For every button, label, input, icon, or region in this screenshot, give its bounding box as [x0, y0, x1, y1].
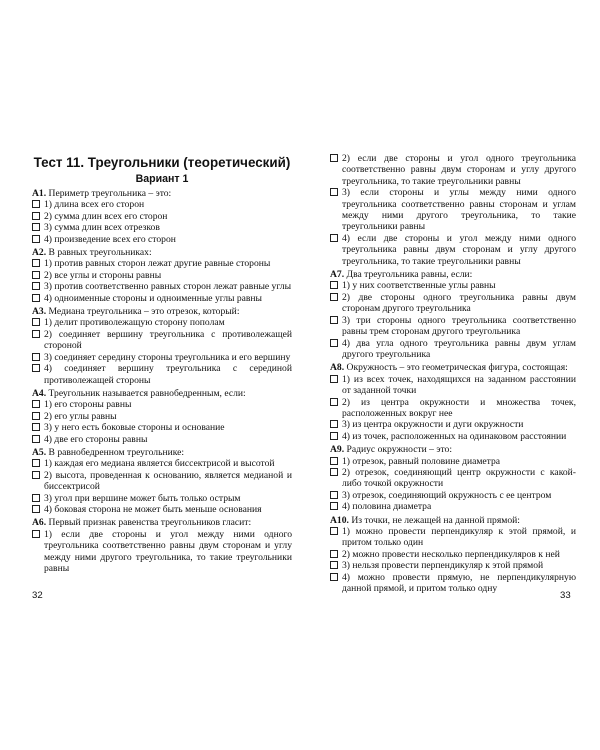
- checkbox[interactable]: [32, 330, 40, 338]
- checkbox[interactable]: [32, 294, 40, 302]
- option-text: 4) боковая сторона не может быть меньше основания: [44, 503, 262, 515]
- answer-option[interactable]: [330, 431, 576, 442]
- question-prompt: Первый признак равенства треугольников гласит:: [48, 517, 252, 529]
- question-1: [32, 188, 292, 245]
- answer-option[interactable]: [330, 338, 576, 361]
- checkbox[interactable]: [330, 491, 338, 499]
- right-column: [330, 153, 576, 596]
- question-text: [32, 388, 292, 399]
- checkbox[interactable]: [32, 282, 40, 290]
- answer-option[interactable]: [330, 526, 576, 549]
- option-text: 1) против равных сторон лежат другие равные стороны: [44, 258, 271, 270]
- option-text: 2) две стороны одного треугольника равны двум сторонам другого треугольника: [342, 291, 576, 315]
- option-text: 4) половина диаметра: [342, 501, 432, 513]
- checkbox[interactable]: [330, 375, 338, 383]
- checkbox[interactable]: [32, 530, 40, 538]
- answer-option[interactable]: [32, 352, 292, 363]
- checkbox[interactable]: [32, 459, 40, 467]
- checkbox[interactable]: [330, 281, 338, 289]
- answer-option[interactable]: [32, 504, 292, 515]
- answer-option[interactable]: [32, 363, 292, 386]
- checkbox[interactable]: [32, 271, 40, 279]
- answer-option[interactable]: [32, 281, 292, 292]
- option-text: 1) если две стороны и угол между ними одного треугольника соответственно равны двум сторонам и углу между ними другого треугольника, то такие треугольники равны: [44, 528, 292, 574]
- option-text: 1) можно провести перпендикуляр к этой прямой, и притом только один: [342, 526, 576, 549]
- answer-option[interactable]: [330, 456, 576, 467]
- question-4: [32, 388, 292, 445]
- page-number-left: 32: [32, 590, 43, 601]
- question-text: [32, 517, 292, 528]
- question-6-continued: [330, 153, 576, 267]
- checkbox[interactable]: [330, 188, 338, 196]
- option-text: 3) три стороны одного треугольника соответственно равны трем сторонам другого треугольника: [342, 314, 576, 338]
- question-7: [330, 269, 576, 360]
- option-text: 2) можно провести несколько перпендикуляров к ней: [342, 548, 560, 560]
- question-number: А3.: [32, 306, 47, 318]
- option-text: 3) соединяет середину стороны треугольника и его вершину: [44, 351, 291, 363]
- question-number: А6.: [32, 517, 47, 529]
- checkbox[interactable]: [330, 339, 338, 347]
- question-prompt: Радиус окружности – это:: [346, 444, 453, 456]
- answer-option[interactable]: [330, 397, 576, 420]
- question-number: А4.: [32, 387, 47, 399]
- checkbox[interactable]: [32, 400, 40, 408]
- checkbox[interactable]: [32, 364, 40, 372]
- question-number: А8.: [330, 362, 345, 374]
- option-text: 2) если две стороны и угол одного треугольника соответственно равны двум сторонам и углу другого треугольника, то такие треугольники равны: [342, 153, 576, 187]
- checkbox[interactable]: [32, 318, 40, 326]
- option-text: 3) против соответственно равных сторон лежат равные углы: [44, 281, 292, 293]
- checkbox[interactable]: [330, 573, 338, 581]
- answer-option[interactable]: [330, 572, 576, 595]
- answer-option[interactable]: [32, 258, 292, 269]
- question-prompt: Окружность – это геометрическая фигура, состоящая:: [346, 362, 568, 374]
- answer-option[interactable]: [32, 317, 292, 328]
- option-text: 3) из центра окружности и дуги окружности: [342, 419, 524, 431]
- question-number: А1.: [32, 188, 47, 199]
- answer-option[interactable]: [32, 458, 292, 469]
- option-text: 2) сумма длин всех его сторон: [44, 210, 168, 222]
- answer-option[interactable]: [32, 470, 292, 493]
- answer-option[interactable]: [32, 234, 292, 245]
- question-2: [32, 247, 292, 304]
- question-number: А7.: [330, 269, 345, 281]
- question-9: [330, 444, 576, 512]
- checkbox[interactable]: [330, 398, 338, 406]
- checkbox[interactable]: [330, 293, 338, 301]
- option-text: 1) длина всех его сторон: [44, 199, 145, 211]
- option-text: 4) если две стороны и угол между ними одного треугольника равны двум сторонам и углу другого треугольника, то такие треугольники равны: [342, 232, 576, 267]
- left-column: [32, 188, 292, 576]
- checkbox[interactable]: [32, 353, 40, 361]
- question-prompt: В равных треугольниках:: [48, 247, 152, 259]
- answer-option[interactable]: [330, 501, 576, 512]
- question-3: [32, 306, 292, 386]
- question-text: [330, 269, 576, 280]
- answer-option[interactable]: [330, 560, 576, 571]
- checkbox[interactable]: [330, 468, 338, 476]
- answer-option[interactable]: [32, 211, 292, 222]
- option-text: 1) у них соответственные углы равны: [342, 280, 496, 292]
- option-text: 1) делит противолежащую сторону пополам: [44, 317, 225, 329]
- option-text: 4) одноименные стороны и одноименные углы равны: [44, 292, 262, 304]
- option-text: 4) из точек, расположенных на одинаковом расстоянии: [342, 430, 567, 442]
- option-text: 2) его углы равны: [44, 410, 117, 422]
- question-prompt: Медиана треугольника – это отрезок, который:: [48, 306, 240, 318]
- question-number: А2.: [32, 247, 47, 259]
- checkbox[interactable]: [330, 154, 338, 162]
- answer-option[interactable]: [32, 529, 292, 575]
- checkbox[interactable]: [330, 527, 338, 535]
- option-text: 2) соединяет вершину треугольника с противолежащей стороной: [44, 328, 292, 352]
- question-10: [330, 515, 576, 595]
- question-number: А10.: [330, 514, 349, 526]
- answer-option[interactable]: [330, 153, 576, 187]
- test-title: Тест 11. Треугольники (теоретический): [33, 155, 291, 170]
- checkbox[interactable]: [32, 259, 40, 267]
- answer-option[interactable]: [32, 411, 292, 422]
- checkbox[interactable]: [32, 505, 40, 513]
- checkbox[interactable]: [32, 494, 40, 502]
- checkbox[interactable]: [32, 412, 40, 420]
- question-text: [32, 247, 292, 258]
- option-text: 3) нельзя провести перпендикуляр к этой прямой: [342, 560, 544, 572]
- option-text: 3) сумма длин всех отрезков: [44, 222, 160, 234]
- option-text: 1) его стороны равны: [44, 399, 132, 411]
- option-text: 4) два угла одного треугольника равны двум углам другого треугольника: [342, 337, 576, 360]
- answer-option[interactable]: [330, 374, 576, 397]
- option-text: 3) если стороны и углы между ними одного треугольника соответственно равны сторонам и углам между ними другого треугольника, то такие треугольники равны: [342, 187, 576, 233]
- answer-option[interactable]: [330, 549, 576, 560]
- answer-option[interactable]: [32, 434, 292, 445]
- question-number: А5.: [32, 446, 47, 458]
- option-text: 3) угол при вершине может быть только острым: [44, 492, 241, 504]
- answer-option[interactable]: [330, 467, 576, 490]
- variant-label: Вариант 1: [135, 173, 189, 185]
- question-8: [330, 362, 576, 442]
- answer-option[interactable]: [330, 292, 576, 315]
- option-text: 2) из центра окружности и множества точек, расположенных вокруг нее: [342, 396, 576, 419]
- answer-option[interactable]: [32, 270, 292, 281]
- checkbox[interactable]: [330, 234, 338, 242]
- checkbox[interactable]: [330, 502, 338, 510]
- answer-option[interactable]: [330, 187, 576, 233]
- answer-option[interactable]: [32, 422, 292, 433]
- answer-option[interactable]: [32, 293, 292, 304]
- question-text: [32, 188, 292, 199]
- option-text: 4) соединяет вершину треугольника с серединой противолежащей стороны: [44, 363, 292, 386]
- option-text: 4) две его стороны равны: [44, 433, 148, 445]
- option-text: 2) все углы и стороны равны: [44, 269, 162, 281]
- checkbox[interactable]: [32, 423, 40, 431]
- answer-option[interactable]: [32, 399, 292, 410]
- option-text: 2) отрезок, соединяющий центр окружности с какой-либо точкой окружности: [342, 466, 576, 490]
- option-text: 3) отрезок, соединяющий окружность с ее центром: [342, 489, 552, 501]
- answer-option[interactable]: [32, 493, 292, 504]
- answer-option[interactable]: [330, 233, 576, 267]
- answer-option[interactable]: [330, 419, 576, 430]
- option-text: 3) у него есть боковые стороны и основание: [44, 422, 225, 434]
- option-text: 4) произведение всех его сторон: [44, 233, 176, 245]
- answer-option[interactable]: [32, 329, 292, 352]
- question-6: [32, 517, 292, 574]
- question-text: [32, 306, 292, 317]
- option-text: 1) каждая его медиана является биссектрисой и высотой: [44, 458, 275, 470]
- checkbox[interactable]: [330, 316, 338, 324]
- answer-option[interactable]: [32, 199, 292, 210]
- checkbox[interactable]: [330, 420, 338, 428]
- question-text: [330, 515, 576, 526]
- checkbox[interactable]: [32, 235, 40, 243]
- checkbox[interactable]: [32, 200, 40, 208]
- option-text: 2) высота, проведенная к основанию, является медианой и биссектрисой: [44, 469, 292, 493]
- option-text: 1) отрезок, равный половине диаметра: [342, 455, 501, 467]
- question-prompt: Треугольник называется равнобедренным, если:: [48, 387, 246, 399]
- option-text: 1) из всех точек, находящихся на заданном расстоянии от заданной точки: [342, 373, 576, 397]
- answer-option[interactable]: [330, 280, 576, 291]
- checkbox[interactable]: [32, 471, 40, 479]
- checkbox[interactable]: [32, 435, 40, 443]
- page-number-right: 33: [560, 590, 571, 601]
- question-number: А9.: [330, 444, 345, 456]
- question-text: [330, 444, 576, 455]
- checkbox[interactable]: [330, 432, 338, 440]
- checkbox[interactable]: [330, 561, 338, 569]
- question-text: [32, 447, 292, 458]
- option-text: 4) можно провести прямую, не перпендикулярную данной прямой, и притом только одну: [342, 571, 576, 595]
- answer-option[interactable]: [330, 490, 576, 501]
- question-5: [32, 447, 292, 515]
- checkbox[interactable]: [330, 457, 338, 465]
- answer-option[interactable]: [330, 315, 576, 338]
- answer-option[interactable]: [32, 222, 292, 233]
- question-prompt: Два треугольника равны, если:: [346, 269, 473, 281]
- question-prompt: В равнобедренном треугольнике:: [48, 446, 185, 458]
- checkbox[interactable]: [330, 550, 338, 558]
- question-text: [330, 362, 576, 373]
- checkbox[interactable]: [32, 223, 40, 231]
- question-prompt: Из точки, не лежащей на данной прямой:: [351, 514, 520, 526]
- checkbox[interactable]: [32, 212, 40, 220]
- question-prompt: Периметр треугольника – это:: [48, 188, 172, 199]
